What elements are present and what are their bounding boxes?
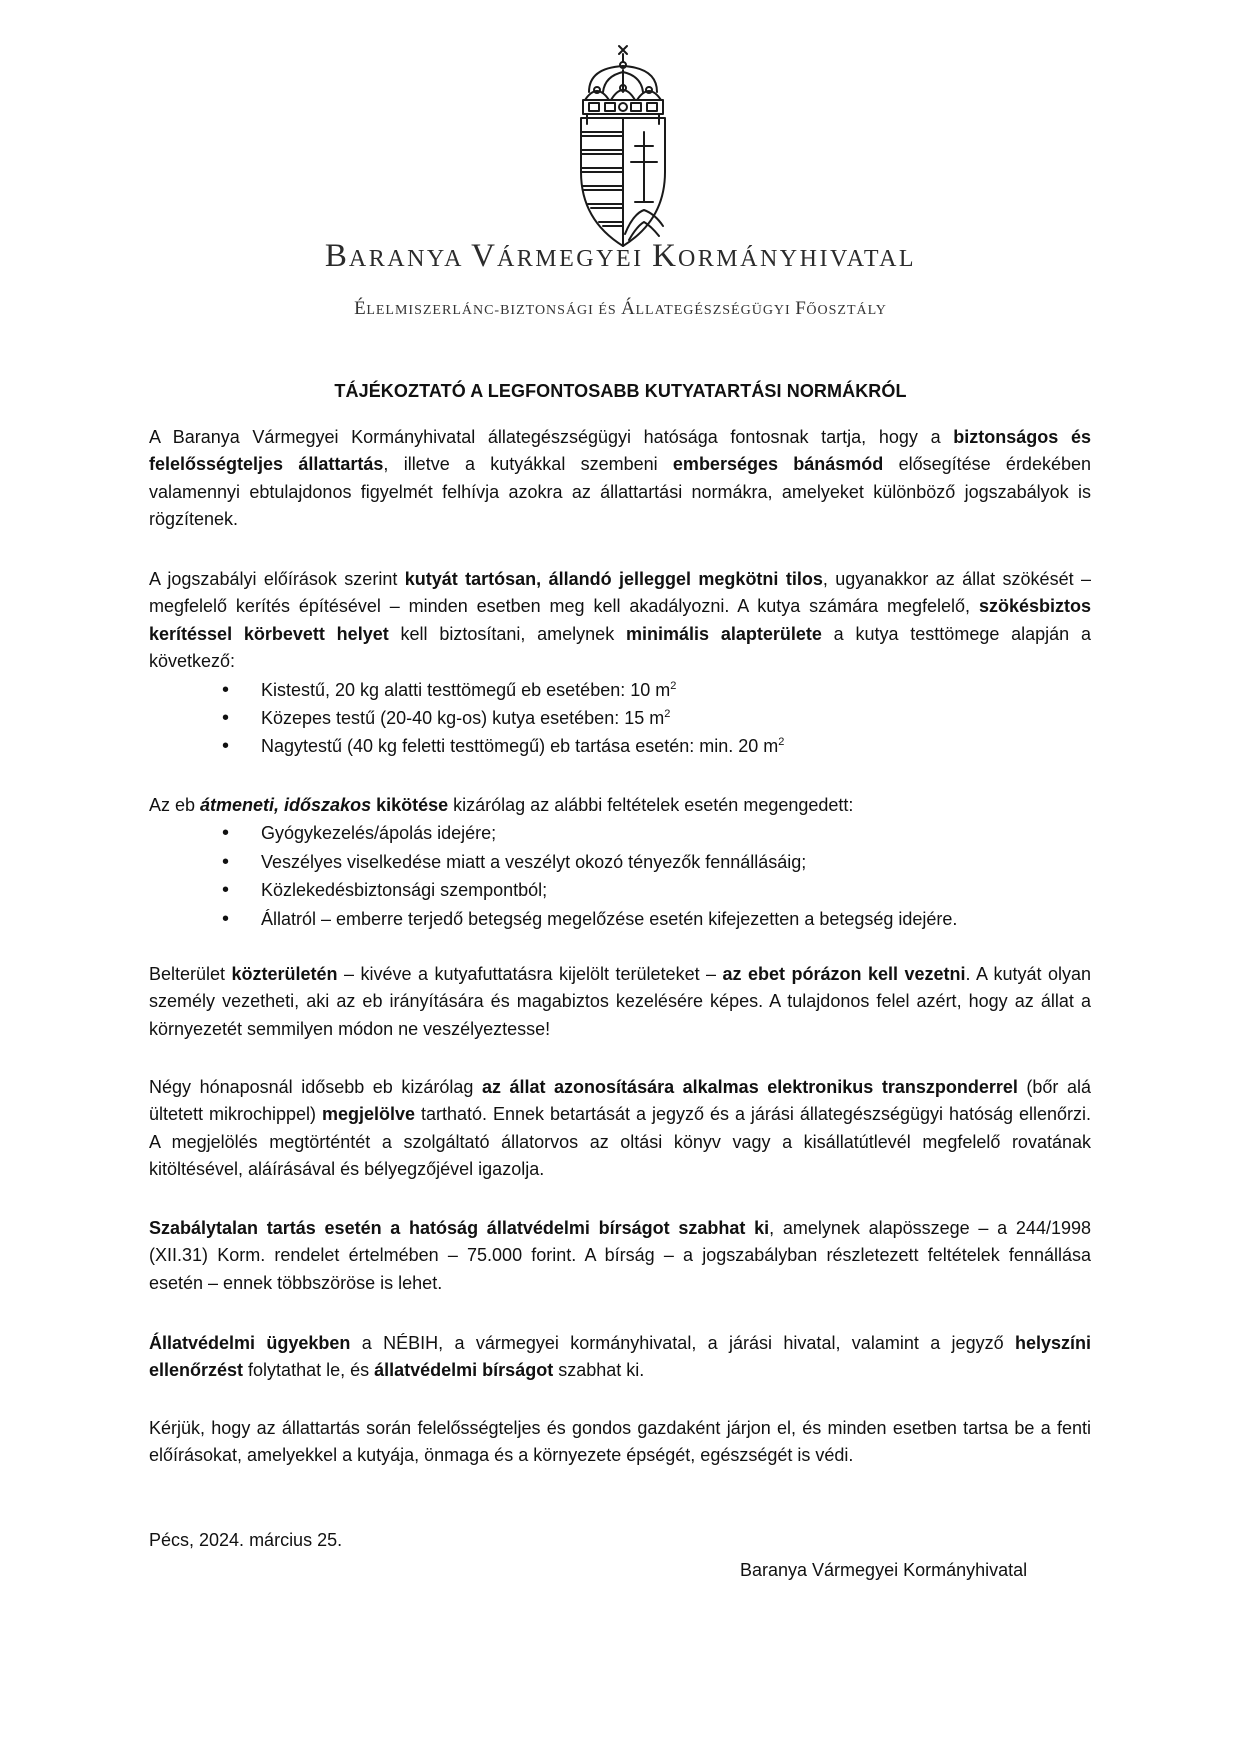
- paragraph-microchip: Négy hónaposnál idősebb eb kizárólag az állat azonosítására alkalmas elektronikus transzponderrel (bőr alá ültetett mikrochippel) megjelölve tartható. Ennek betartását a jegyző és a járási állategészségügyi hatóság ellenőrzi. A megjelölés megtörténtét a szolgáltató állatorvos az oltási könyv vagy a kisállatútlevél megfelelő rovatának kitöltésével, aláírásával és bélyegzőjével igazolja.: [149, 1077, 1091, 1180]
- list-item: • Veszélyes viselkedése miatt a veszélyt okozó tényezők fennállásáig;: [149, 848, 1091, 876]
- paragraph-intro: A Baranya Vármegyei Kormányhivatal állategészségügyi hatósága fontosnak tartja, hogy a biztonságos és felelősségteljes állattartás, illetve a kutyákkal szembeni emberséges bánásmód elősegítése érdekében valamennyi ebtulajdonos figyelmét felhívja azokra az állattartási normákra, amelyeket különböző jogszabályok is rögzítenek.: [149, 427, 1092, 530]
- paragraph-fine: Szabálytalan tartás esetén a hatóság állatvédelmi bírságot szabhat ki, amelynek alapösszege – a 244/1998 (XII.31) Korm. rendelet értelmében – 75.000 forint. A bírság – a jogszabályban részletezett feltételek fennállása esetén – ennek többszöröse is lehet.: [149, 1218, 1091, 1293]
- coat-of-arms-icon: [575, 44, 671, 248]
- document-title: TÁJÉKOZTATÓ A LEGFONTOSABB KUTYATARTÁSI NORMÁKRÓL: [334, 381, 907, 401]
- list-item: • Kistestű, 20 kg alatti testtömegű eb esetében: 10 $m^2$: [149, 676, 1091, 704]
- list-item: • Gyógykezelés/ápolás idejére;: [149, 819, 1091, 847]
- area-requirements-list: [149, 676, 1091, 761]
- list-item: • Nagytestű (40 kg feletti testtömegű) eb tartása esetén: min. 20 $m^2$: [149, 732, 1091, 760]
- list-item: • Közlekedésbiztonsági szempontból;: [149, 876, 1091, 904]
- list-item: • Állatról – emberre terjedő betegség megelőzése esetén kifejezetten a betegség idejére.: [149, 905, 1091, 933]
- paragraph-fencing: A jogszabályi előírások szerint kutyát tartósan, állandó jelleggel megkötni tilos, ugyanakkor az állat szökését – megfelelő kerítés építésével – minden esetben meg kell akadályozni. A kutya számára megfelelő, szökésbiztos kerítéssel körbevett helyet kell biztosítani, amelynek minimális alapterülete a kutya testtömege alapján a következő: • Kistestű, 20 kg alatti testtömegű eb esetében: 10 $m^2$ • Közepes testű (20-40 kg-os) kutya esetében: 15 $m^2$ • Nagytestű (40 kg feletti testtömegű) eb tartása esetén: min. 20 $m^2$: [149, 566, 1091, 761]
- paragraph-leash: Belterület közterületén – kivéve a kutyafuttatásra kijelölt területeket – az ebet pórázon kell vezetni. A kutyát olyan személy vezetheti, aki az eb irányítására és magabiztos kezelésére képes. A tulajdonos felel azért, hogy az állat a környezetét semmilyen módon ne veszélyeztesse!: [149, 964, 1092, 1039]
- organization-name: BARANYA VÁRMEGYEI KORMÁNYHIVATAL: [324, 238, 917, 274]
- list-item: • Közepes testű (20-40 kg-os) kutya esetében: 15 $m^2$: [149, 704, 1091, 732]
- paragraph-authorities: Állatvédelmi ügyekben a NÉBIH, a vármegyei kormányhivatal, a járási hivatal, valamint a jegyző helyszíni ellenőrzést folytathat le, és állatvédelmi bírságot szabhat ki.: [149, 1333, 1091, 1381]
- department-name: ÉLELMISZERLÁNC-BIZTONSÁGI ÉS ÁLLATEGÉSZSÉGÜGYI FŐOSZTÁLY: [354, 298, 887, 319]
- tethering-conditions-list: [149, 819, 1091, 933]
- signature-organization: Baranya Vármegyei Kormányhivatal: [740, 1560, 1028, 1580]
- paragraph-closing: Kérjük, hogy az állattartás során felelősségteljes és gondos gazdaként járjon el, és minden esetben tartsa be a fenti előírásokat, amelyekkel a kutyája, önmaga és a környezete épségét, egészségét is védi.: [149, 1418, 1091, 1466]
- paragraph-tethering: Az eb átmeneti, időszakos kikötése kizárólag az alábbi feltételek esetén megengedett: • Gyógykezelés/ápolás idejére; • Veszélyes viselkedése miatt a veszélyt okozó tényezők fennállásáig; • Közlekedésbiztonsági szempontból; • Állatról – emberre terjedő betegség megelőzése esetén kifejezetten a betegség idejére.: [149, 792, 1091, 933]
- place-and-date: Pécs, 2024. március 25.: [149, 1530, 343, 1550]
